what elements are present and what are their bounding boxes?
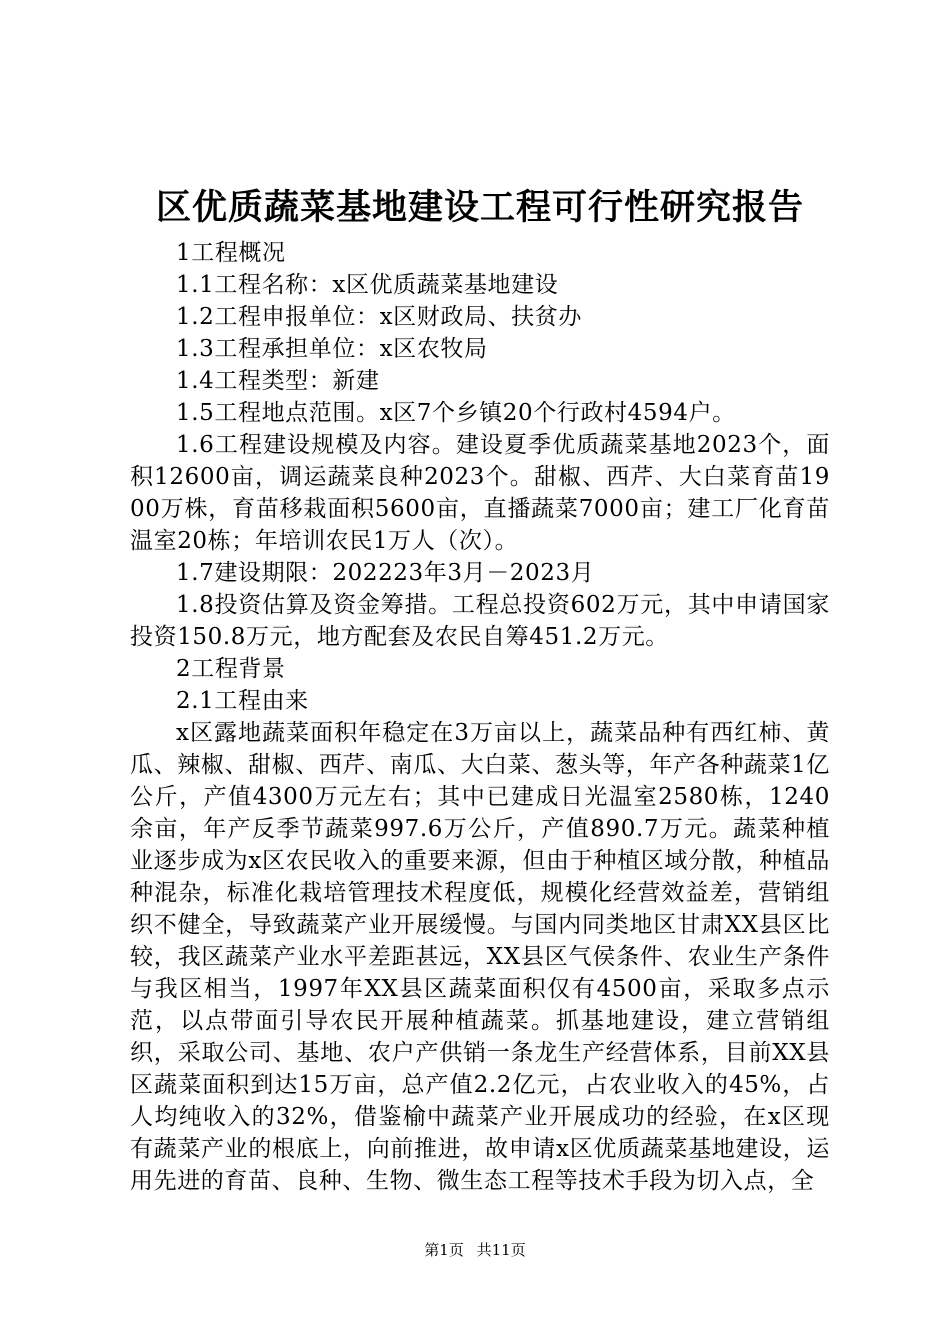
document-title: 区优质蔬菜基地建设工程可行性研究报告 [155,187,804,228]
page-number: 第1页 [424,1241,464,1259]
scale-paragraph: 1.6工程建设规模及内容。建设夏季优质蔬菜基地2023个，面积12600亩，调运蔬菜良种2023个。甜椒、西芹、大白菜育苗1900万株，育苗移栽面积5600亩，直播蔬菜7000亩；建工厂化育苗温室20栋；年培训农民1万人（次）。 [130,432,830,554]
undertaker-line: 1.3工程承担单位：x区农牧局 [176,336,488,362]
document-body [130,237,830,1197]
section-heading: 1工程概况 [176,240,286,266]
period-line: 1.7建设期限：202223年3月－2023月 [176,560,595,586]
applicant-line: 1.2工程申报单位：x区财政局、扶贫办 [176,304,582,330]
section-heading: 2工程背景 [176,656,286,682]
background-paragraph: x区露地蔬菜面积年稳定在3万亩以上，蔬菜品种有西红柿、黄瓜、辣椒、甜椒、西芹、南瓜、大白菜、葱头等，年产各种蔬菜1亿公斤，产值4300万元左右；其中已建成日光温室2580栋，1240余亩，年产反季节蔬菜997.6万公斤，产值890.7万元。蔬菜种植业逐步成为x区农民收入的重要来源，但由于种植区域分散，种植品种混杂，标准化栽培管理技术程度低，规模化经营效益差，营销组织不健全，导致蔬菜产业开展缓慢。与国内同类地区甘肃XX县区比较，我区蔬菜产业水平差距甚远，XX县区气侯条件、农业生产条件与我区相当，1997年XX县区蔬菜面积仅有4500亩，采取多点示范，以点带面引导农民开展种植蔬菜。抓基地建设，建立营销组织，采取公司、基地、农户产供销一条龙生产经营体系，目前XX县区蔬菜面积到达15万亩，总产值2.2亿元，占农业收入的45%，占人均纯收入的32%，借鉴榆中蔬菜产业开展成功的经验，在x区现有蔬菜产业的根底上，向前推进，故申请x区优质蔬菜基地建设，运用先进的育苗、良种、生物、微生态工程等技术手段为切入点，全 [130,720,830,1194]
project-type-line: 1.4工程类型：新建 [176,368,380,394]
subsection-heading: 2.1工程由来 [176,688,309,714]
page-footer [0,1239,950,1261]
investment-paragraph: 1.8投资估算及资金筹措。工程总投资602万元，其中申请国家投资150.8万元，地方配套及农民自筹451.2万元。 [130,592,830,650]
page-total: 共11页 [476,1241,526,1259]
location-line: 1.5工程地点范围。x区7个乡镇20个行政村4594户。 [176,400,736,426]
project-name-line: 1.1工程名称：x区优质蔬菜基地建设 [176,272,559,298]
